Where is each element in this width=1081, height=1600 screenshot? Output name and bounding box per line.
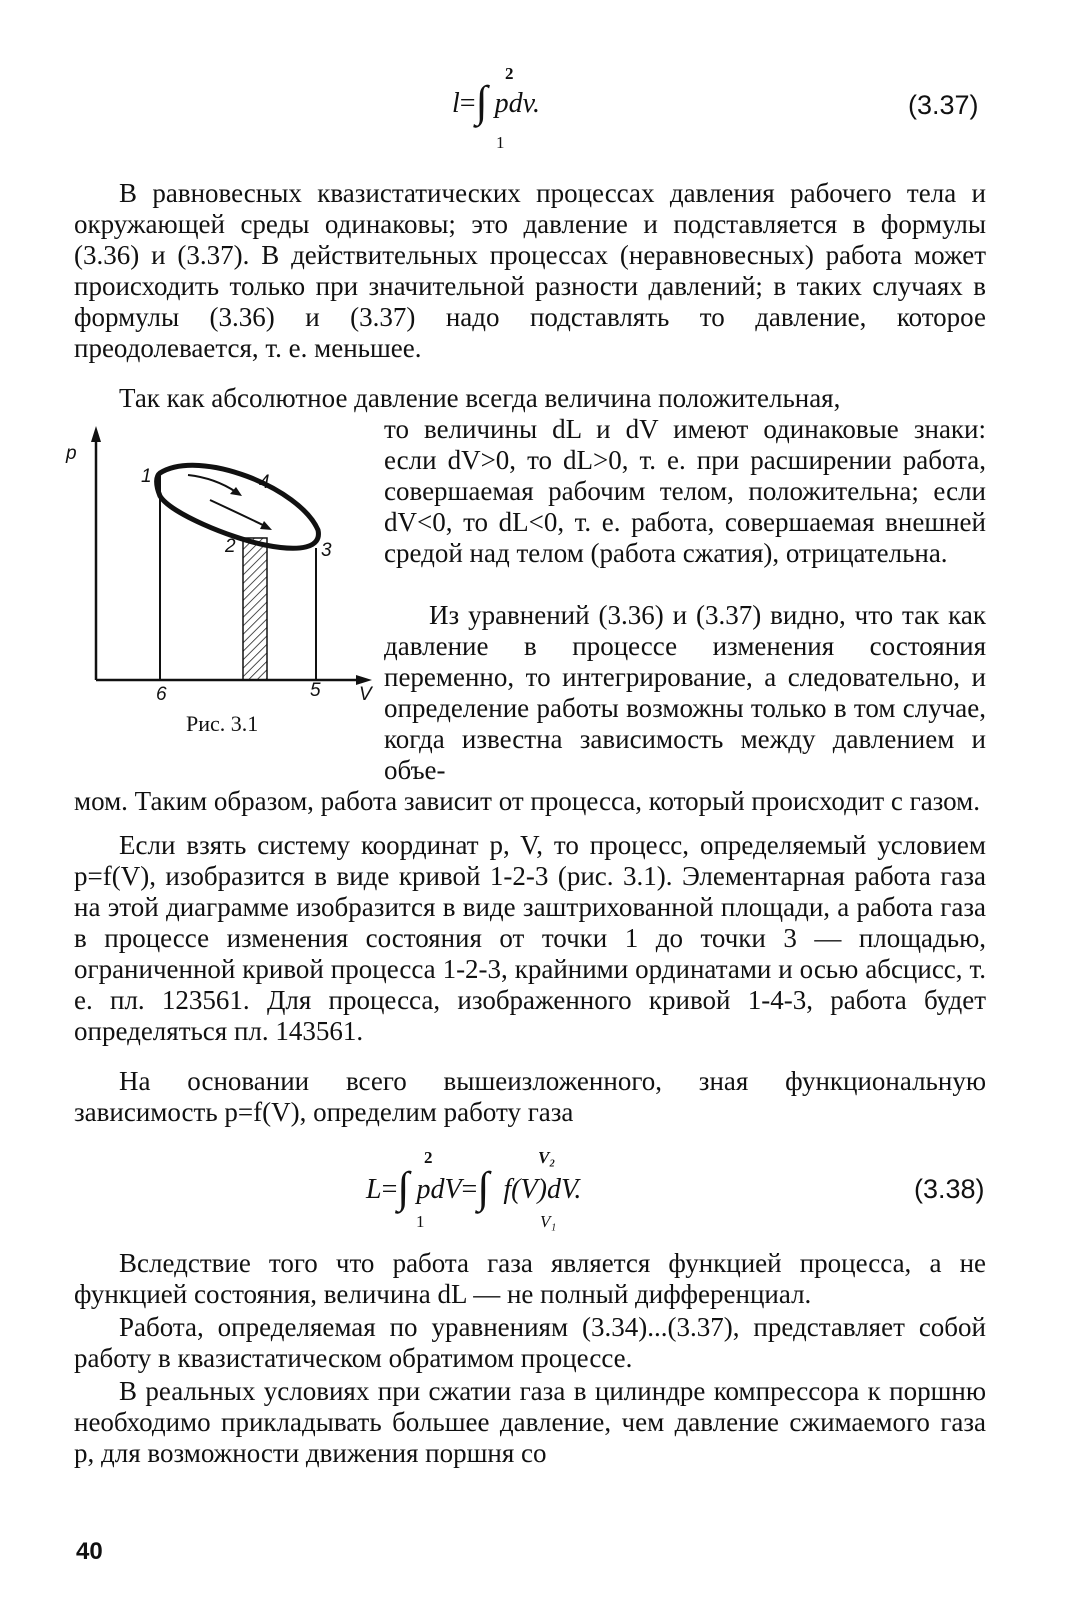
x-axis-label: V: [359, 684, 372, 705]
integral-sign: ∫: [397, 1163, 410, 1212]
figure-caption: Рис. 3.1: [186, 711, 259, 736]
integral-lower-limit: 1: [416, 1212, 425, 1231]
paragraph: Вследствие того что работа газа является функцией процесса, а не функцией состояния, величина dL — не полный дифференциал.: [74, 1248, 986, 1309]
point-label-6: 6: [156, 684, 167, 705]
arrow-lower: [210, 500, 265, 526]
arrow-upper: [188, 475, 236, 492]
page-number: 40: [76, 1538, 103, 1565]
point-label-3: 3: [321, 540, 332, 561]
eq-sign: =: [381, 1174, 398, 1205]
equation-3-37: [452, 72, 540, 126]
y-axis-arrow: [91, 426, 101, 442]
paragraph: Если взять систему координат p, V, то процесс, определяемый условием p=f(V), изобразится в виде кривой 1-2-3 (рис. 3.1). Элементарная работа газа на этой диаграмме изобразится в виде заштрихованной площади, а работа газа в процессе изменения состояния от точки 1 до точки 3 — площадью, ограниченной кривой процесса 1-2-3, крайними ординатами и осью абсцисс, т. е. пл. 123561. Для процесса, изображенного кривой 1-4-3, работа будет определяться пл. 143561.: [74, 830, 986, 1046]
equation-number: (3.37): [908, 90, 979, 120]
integral-sign: ∫: [477, 1163, 490, 1212]
integral-upper-limit: V₂: [538, 1148, 556, 1167]
point-label-2: 2: [225, 536, 236, 557]
integral-upper-limit: 2: [424, 1148, 433, 1167]
integral-lower-limit: V₁: [540, 1212, 557, 1231]
eq-integrand: pdv.: [494, 88, 540, 119]
point-label-5: 5: [310, 680, 321, 701]
eq-lhs: L: [366, 1174, 382, 1205]
eq-lhs: l: [452, 88, 460, 119]
paragraph: мом. Таким образом, работа зависит от процесса, который происходит с газом.: [74, 786, 981, 816]
arrow-lower-head: [260, 521, 272, 530]
paragraph: В равновесных квазистатических процессах давления рабочего тела и окружающей среды одинаковы; это давление и подставляется в формулы (3.36) и (3.37). В действительных процессах (неравновесных) работа может происходить только при значительной разности давлений; в таких случаях в формулы (3.36) и (3.37) надо подставлять то давление, которое преодолевается, т. е. меньшее.: [74, 178, 986, 363]
paragraph-wrap: то величины dL и dV имеют одинаковые знаки: если dV>0, то dL>0, т. е. при расширении работа, совершаемая рабочим телом, положительна; если dV<0, то dL<0, т. е. работа, совершаемая внешней средой над телом (работа сжатия), отрицательна.: [384, 414, 986, 568]
paragraph: Работа, определяемая по уравнениям (3.34)...(3.37), представляет собой работу в квазистатическом обратимом процессе.: [74, 1312, 986, 1373]
eq-integrand: pdV: [416, 1174, 462, 1205]
equation-number: (3.38): [914, 1174, 985, 1204]
y-axis-label: p: [66, 443, 77, 464]
point-label-4: 4: [259, 472, 270, 493]
paragraph-wrap: Из уравнений (3.36) и (3.37) видно, что так как давление в процессе изменения состояния переменно, то интегрирование, а следовательно, и определение работы возможны только в том случае, когда известна зависимость между давлением и объе-: [384, 600, 986, 785]
integral-sign: ∫: [475, 77, 488, 126]
paragraph: В реальных условиях при сжатии газа в цилиндре компрессора к поршню необходимо прикладывать большее давление, чем давление сжимаемого газа p, для возможности движения поршня со: [74, 1376, 986, 1468]
paragraph: Так как абсолютное давление всегда величина положительная,: [119, 383, 841, 413]
eq-sign: =: [461, 1174, 478, 1205]
hatched-area: [243, 538, 267, 680]
pv-diagram: [60, 418, 380, 738]
integral-upper-limit: 2: [505, 64, 514, 83]
eq-integrand: f(V)dV.: [503, 1174, 582, 1205]
eq-sign: =: [459, 88, 476, 119]
integral-lower-limit: 1: [496, 133, 505, 152]
point-label-1: 1: [141, 466, 152, 487]
paragraph: На основании всего вышеизложенного, зная функциональную зависимость p=f(V), определим работу газа: [74, 1066, 986, 1127]
process-curve: [157, 465, 319, 548]
